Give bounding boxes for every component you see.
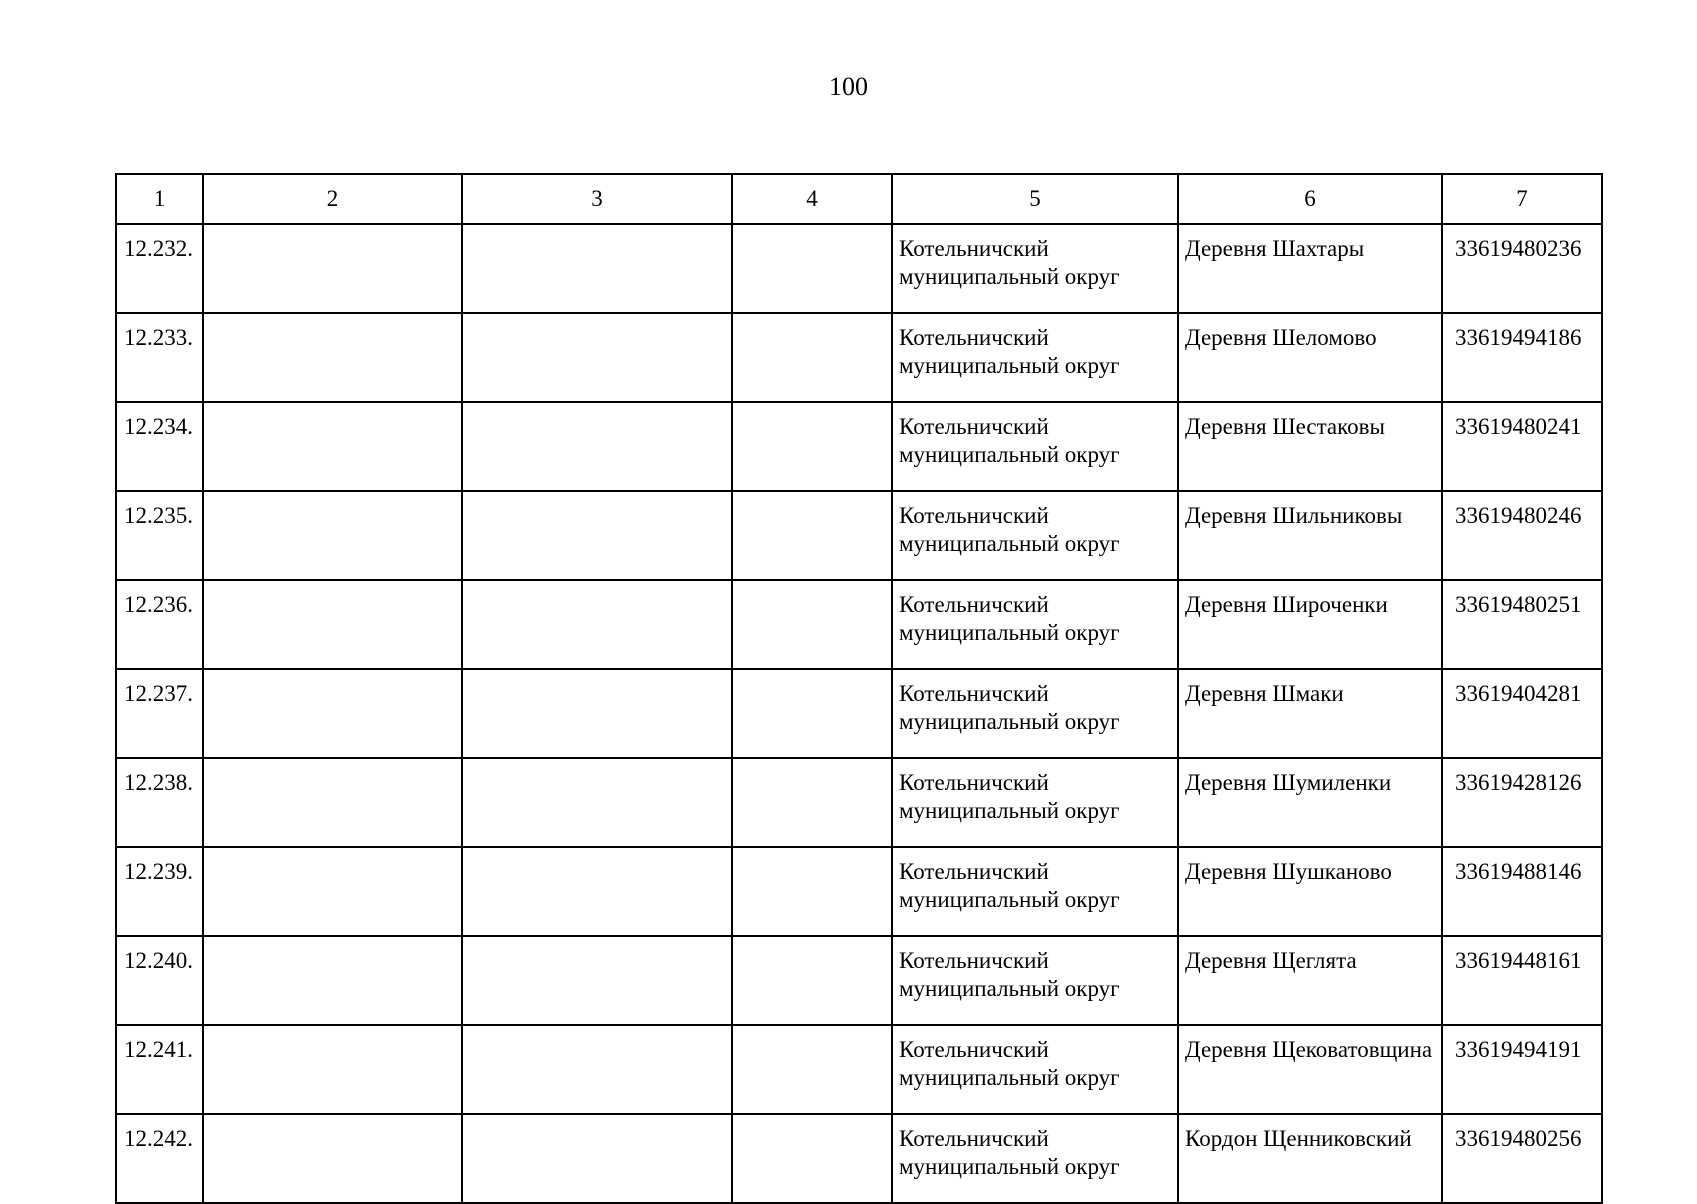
cell-col-3 <box>462 491 732 580</box>
cell-col-3 <box>462 224 732 313</box>
row-number: 12.237. <box>116 669 203 758</box>
cell-col-2 <box>203 1114 462 1203</box>
table-row <box>116 580 1602 669</box>
cell-col-2 <box>203 224 462 313</box>
cell-col-2 <box>203 847 462 936</box>
municipality-cell: Котельничский муниципальный округ <box>892 758 1178 847</box>
settlements-table <box>115 173 1603 1204</box>
cell-col-2 <box>203 491 462 580</box>
cell-col-4 <box>732 402 892 491</box>
municipality-cell: Котельничский муниципальный округ <box>892 224 1178 313</box>
code-cell: 33619494191 <box>1442 1025 1602 1114</box>
table-row <box>116 402 1602 491</box>
cell-col-4 <box>732 313 892 402</box>
cell-col-3 <box>462 1114 732 1203</box>
header-col-2: 2 <box>203 174 462 224</box>
settlement-cell: Деревня Шмаки <box>1178 669 1442 758</box>
cell-col-4 <box>732 936 892 1025</box>
table-row <box>116 224 1602 313</box>
cell-col-3 <box>462 847 732 936</box>
page-number: 100 <box>829 72 868 101</box>
cell-col-2 <box>203 402 462 491</box>
row-number: 12.233. <box>116 313 203 402</box>
cell-col-4 <box>732 1114 892 1203</box>
cell-col-2 <box>203 758 462 847</box>
settlement-cell: Деревня Шушканово <box>1178 847 1442 936</box>
code-cell: 33619480246 <box>1442 491 1602 580</box>
cell-col-2 <box>203 669 462 758</box>
cell-col-3 <box>462 1025 732 1114</box>
code-cell: 33619480241 <box>1442 402 1602 491</box>
municipality-cell: Котельничский муниципальный округ <box>892 491 1178 580</box>
cell-col-4 <box>732 758 892 847</box>
header-col-1: 1 <box>116 174 203 224</box>
settlement-cell: Деревня Шахтары <box>1178 224 1442 313</box>
municipality-cell: Котельничский муниципальный округ <box>892 402 1178 491</box>
cell-col-3 <box>462 313 732 402</box>
header-col-6: 6 <box>1178 174 1442 224</box>
cell-col-4 <box>732 1025 892 1114</box>
table-row <box>116 313 1602 402</box>
cell-col-2 <box>203 580 462 669</box>
cell-col-4 <box>732 669 892 758</box>
settlement-cell: Деревня Шумиленки <box>1178 758 1442 847</box>
code-cell: 33619480251 <box>1442 580 1602 669</box>
municipality-cell: Котельничский муниципальный округ <box>892 847 1178 936</box>
code-cell: 33619428126 <box>1442 758 1602 847</box>
municipality-cell: Котельничский муниципальный округ <box>892 580 1178 669</box>
code-cell: 33619404281 <box>1442 669 1602 758</box>
row-number: 12.234. <box>116 402 203 491</box>
settlement-cell: Деревня Шильниковы <box>1178 491 1442 580</box>
settlement-cell: Деревня Шеломово <box>1178 313 1442 402</box>
row-number: 12.232. <box>116 224 203 313</box>
table-row <box>116 1025 1602 1114</box>
settlement-cell: Деревня Щековатовщина <box>1178 1025 1442 1114</box>
cell-col-4 <box>732 847 892 936</box>
row-number: 12.238. <box>116 758 203 847</box>
header-row <box>116 174 1602 224</box>
cell-col-4 <box>732 224 892 313</box>
row-number: 12.236. <box>116 580 203 669</box>
row-number: 12.242. <box>116 1114 203 1203</box>
municipality-cell: Котельничский муниципальный округ <box>892 669 1178 758</box>
municipality-cell: Котельничский муниципальный округ <box>892 313 1178 402</box>
cell-col-4 <box>732 491 892 580</box>
code-cell: 33619480256 <box>1442 1114 1602 1203</box>
row-number: 12.241. <box>116 1025 203 1114</box>
cell-col-2 <box>203 1025 462 1114</box>
settlement-cell: Деревня Щеглята <box>1178 936 1442 1025</box>
table-row <box>116 1114 1602 1203</box>
header-col-3: 3 <box>462 174 732 224</box>
table-row <box>116 936 1602 1025</box>
table-row <box>116 491 1602 580</box>
table-body <box>116 224 1602 1203</box>
code-cell: 33619480236 <box>1442 224 1602 313</box>
cell-col-4 <box>732 580 892 669</box>
header-col-7: 7 <box>1442 174 1602 224</box>
settlement-cell: Кордон Щенниковский <box>1178 1114 1442 1203</box>
cell-col-3 <box>462 669 732 758</box>
table-row <box>116 847 1602 936</box>
cell-col-2 <box>203 313 462 402</box>
code-cell: 33619488146 <box>1442 847 1602 936</box>
settlement-cell: Деревня Шестаковы <box>1178 402 1442 491</box>
cell-col-3 <box>462 580 732 669</box>
municipality-cell: Котельничский муниципальный округ <box>892 1025 1178 1114</box>
municipality-cell: Котельничский муниципальный округ <box>892 936 1178 1025</box>
cell-col-2 <box>203 936 462 1025</box>
table-row <box>116 758 1602 847</box>
settlement-cell: Деревня Широченки <box>1178 580 1442 669</box>
row-number: 12.239. <box>116 847 203 936</box>
code-cell: 33619448161 <box>1442 936 1602 1025</box>
code-cell: 33619494186 <box>1442 313 1602 402</box>
cell-col-3 <box>462 402 732 491</box>
cell-col-3 <box>462 936 732 1025</box>
row-number: 12.235. <box>116 491 203 580</box>
header-col-5: 5 <box>892 174 1178 224</box>
header-col-4: 4 <box>732 174 892 224</box>
table-row <box>116 669 1602 758</box>
cell-col-3 <box>462 758 732 847</box>
row-number: 12.240. <box>116 936 203 1025</box>
municipality-cell: Котельничский муниципальный округ <box>892 1114 1178 1203</box>
